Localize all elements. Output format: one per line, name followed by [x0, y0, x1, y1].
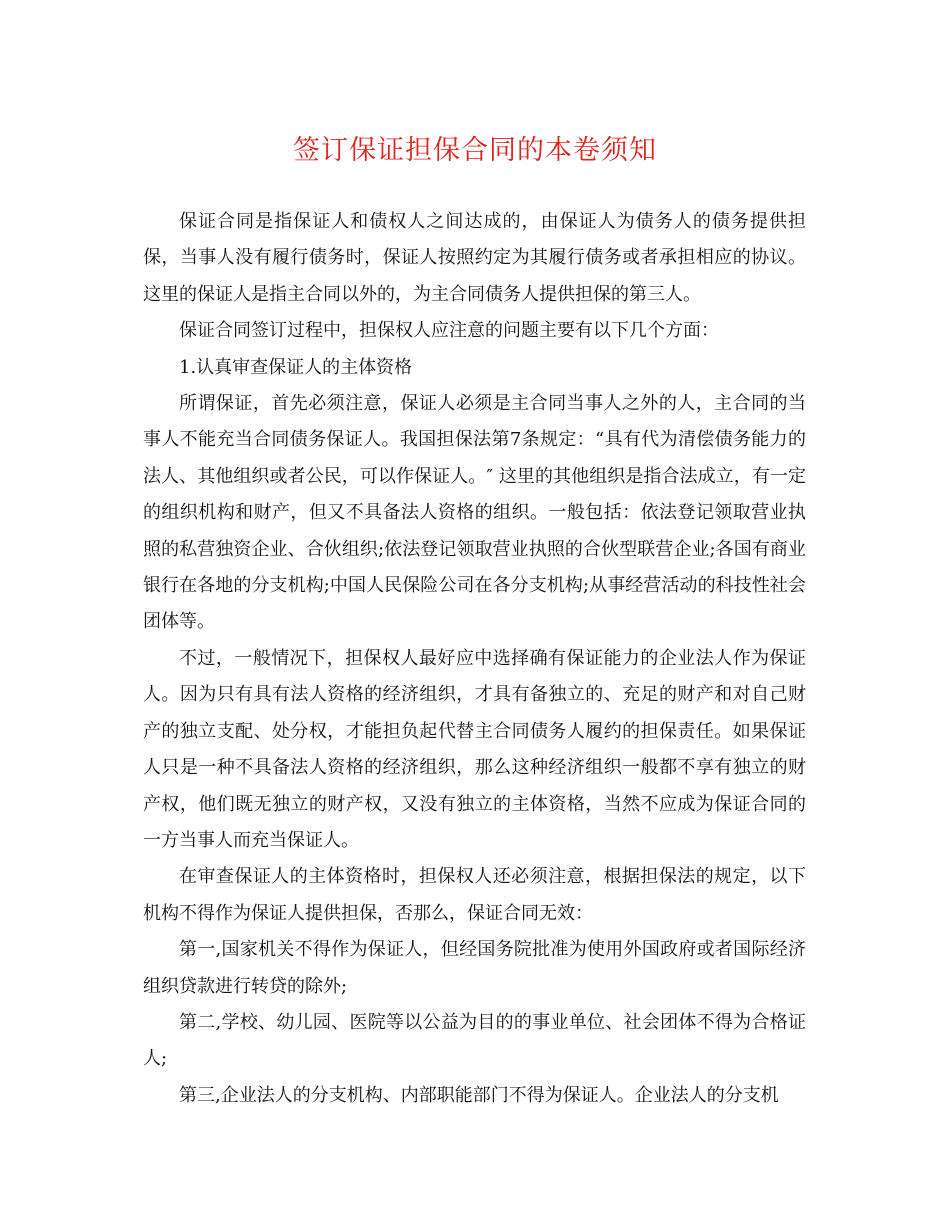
- section-heading-1: 1.认真审查保证人的主体资格: [179, 356, 413, 378]
- paragraph-corporate-guarantor: 不过，一般情况下，担保权人最好应中选择确有保证能力的企业法人作为保证人。因为只有具有法人资格的经济组织，才具有备独立的、充足的财产和对自己财产的独立支配、处分权，才能担负起代替主合同债务人履约的担保责任。如果保证人只是一种不具备法人资格的经济组织，那么这种经济组织一般都不享有独立的财产权，他们既无独立的财产权，又没有独立的主体资格，当然不应成为保证合同的一方当事人而充当保证人。: [143, 647, 806, 851]
- list-item-branch-offices: 第三,企业法人的分支机构、内部职能部门不得为保证人。企业法人的分支机: [179, 1084, 779, 1106]
- paragraph-intro: 保证合同签订过程中，担保权人应注意的问题主要有以下几个方面：: [179, 320, 719, 342]
- document-title: 签订保证担保合同的本卷须知: [293, 135, 657, 166]
- paragraph-excluded-entities: 在审查保证人的主体资格时，担保权人还必须注意，根据担保法的规定，以下机构不得作为保证人提供担保，否那么，保证合同无效：: [143, 866, 806, 924]
- list-item-public-institutions: 第二,学校、幼儿园、医院等以公益为目的的事业单位、社会团体不得为合格证人;: [143, 1011, 806, 1070]
- paragraph-definition: 保证合同是指保证人和债权人之间达成的，由保证人为债务人的债务提供担保，当事人没有履行债务时，保证人按照约定为其履行债务或者承担相应的协议。这里的保证人是指主合同以外的，为主合同债务人提供担保的第三人。: [143, 211, 806, 305]
- list-item-state-organs: 第一,国家机关不得作为保证人，但经国务院批准为使用外国政府或者国际经济组织贷款进行转贷的除外;: [143, 939, 806, 997]
- document-body: [143, 204, 806, 1114]
- paragraph-guarantor-scope: 所谓保证，首先必须注意，保证人必须是主合同当事人之外的人，主合同的当事人不能充当合同债务保证人。我国担保法第7条规定：“具有代为清偿债务能力的法人、其他组织或者公民，可以作保证人。″ 这里的其他组织是指合法成立，有一定的组织机构和财产，但又不具备法人资格的组织。一般包括：依法登记领取营业执照的私营独资企业、合伙组织;依法登记领取营业执照的合伙型联营企业;各国有商业银行在各地的分支机构;中国人民保险公司在各分支机构;从事经营活动的科技性社会团体等。: [143, 393, 806, 633]
